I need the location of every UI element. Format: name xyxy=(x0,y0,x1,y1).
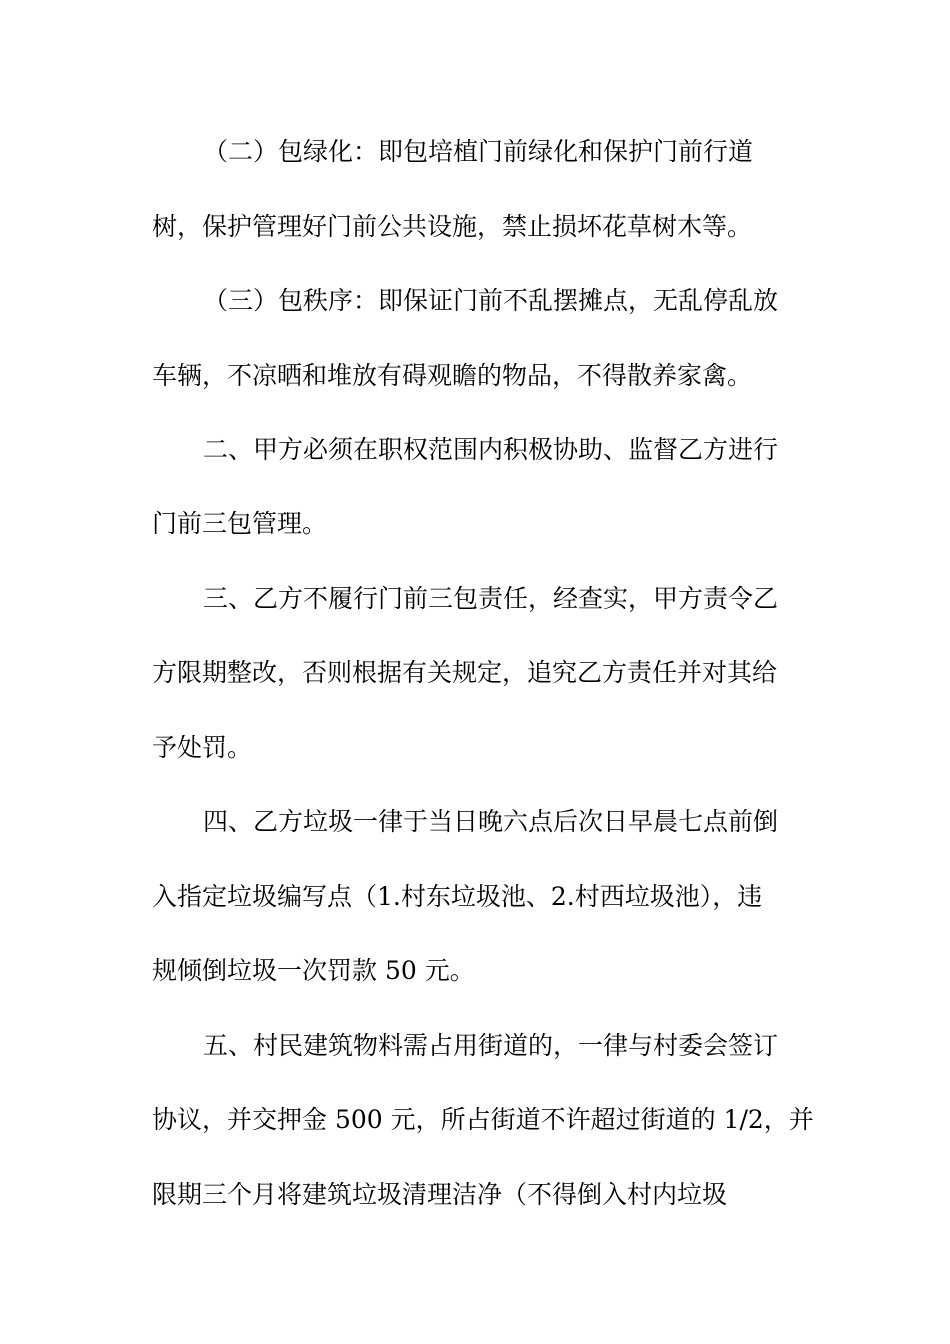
paragraph-line: 予处罚。 xyxy=(152,733,253,762)
paragraph-line: 车辆，不凉晒和堆放有碍观瞻的物品，不得散养家禽。 xyxy=(152,361,753,390)
paragraph-line: 协议，并交押金 500 元，所占街道不许超过街道的 1/2，并 xyxy=(152,1105,814,1134)
paragraph-line: 二、甲方必须在职权范围内积极协助、监督乙方进行 xyxy=(203,435,779,464)
paragraph-line: 限期三个月将建筑垃圾清理洁净（不得倒入村内垃圾 xyxy=(152,1180,728,1209)
paragraph-line: 门前三包管理。 xyxy=(152,509,328,538)
paragraph-line: 四、乙方垃圾一律于当日晚六点后次日早晨七点前倒 xyxy=(203,807,779,836)
paragraph-line: 树，保护管理好门前公共设施，禁止损坏花草树木等。 xyxy=(152,212,753,241)
paragraph-line: （三）包秩序：即保证门前不乱摆摊点，无乱停乱放 xyxy=(203,286,779,315)
paragraph-line: 三、乙方不履行门前三包责任，经查实，甲方责令乙 xyxy=(203,584,779,613)
paragraph-line: 规倾倒垃圾一次罚款 50 元。 xyxy=(152,956,475,985)
paragraph-line: （二）包绿化：即包培植门前绿化和保护门前行道 xyxy=(203,137,754,166)
paragraph-line: 入指定垃圾编写点（1.村东垃圾池、2.村西垃圾池），违 xyxy=(152,882,763,911)
paragraph-line: 方限期整改，否则根据有关规定，追究乙方责任并对其给 xyxy=(152,658,778,687)
paragraph-line: 五、村民建筑物料需占用街道的，一律与村委会签订 xyxy=(203,1031,779,1060)
